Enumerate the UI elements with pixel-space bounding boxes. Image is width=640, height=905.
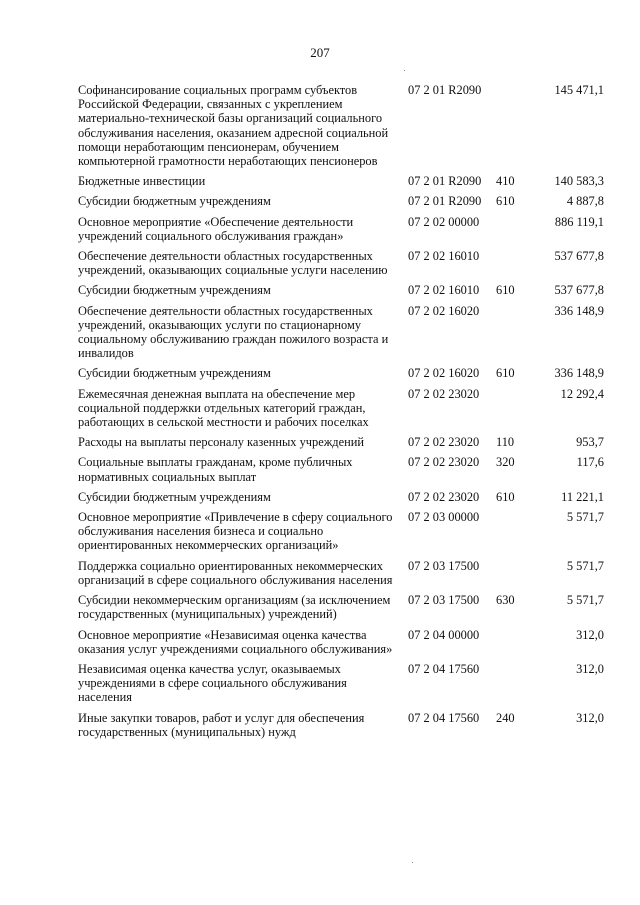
scan-speck <box>412 862 413 863</box>
table-row <box>76 490 604 504</box>
table-row <box>76 194 604 208</box>
row-amount: 5 571,7 <box>566 510 604 525</box>
row-code: 07 2 03 17500 <box>408 558 480 573</box>
row-code: 07 2 02 16020 <box>408 303 480 318</box>
row-code: 07 2 02 00000 <box>408 214 480 229</box>
row-code: 07 2 02 23020 <box>408 386 480 401</box>
row-amount: 117,6 <box>576 455 604 470</box>
row-amount: 537 677,8 <box>554 249 604 264</box>
row-type: 610 <box>496 283 515 298</box>
table-row <box>76 662 604 705</box>
row-type: 610 <box>496 489 515 504</box>
budget-table <box>76 83 604 745</box>
table-row <box>76 455 604 483</box>
row-amount: 5 571,7 <box>566 593 604 608</box>
row-code: 07 2 02 23020 <box>408 489 480 504</box>
page-number: 207 <box>310 45 330 60</box>
row-amount: 312,0 <box>576 710 604 725</box>
row-amount: 4 887,8 <box>566 194 604 209</box>
row-code: 07 2 01 R2090 <box>408 174 482 189</box>
row-type: 610 <box>496 194 515 209</box>
row-type: 320 <box>496 455 515 470</box>
row-code: 07 2 04 17560 <box>408 710 480 725</box>
row-code: 07 2 04 00000 <box>408 627 480 642</box>
row-amount: 312,0 <box>576 661 604 676</box>
row-type: 630 <box>496 593 515 608</box>
row-amount: 312,0 <box>576 627 604 642</box>
row-name: Социальные выплаты гражданам, кроме публичных нормативных социальных выплат <box>78 455 353 484</box>
row-name: Поддержка социально ориентированных некоммерческих организаций в сфере социального обслуживания населения <box>78 558 393 587</box>
row-code: 07 2 04 17560 <box>408 661 480 676</box>
row-name: Ежемесячная денежная выплата на обеспечение мер социальной поддержки отдельных категорий граждан, работающих в сельской местности и рабочих поселках <box>78 386 369 430</box>
table-row <box>76 510 604 553</box>
row-code: 07 2 02 23020 <box>408 455 480 470</box>
table-row <box>76 304 604 361</box>
row-amount: 11 221,1 <box>561 489 604 504</box>
row-type: 240 <box>496 710 515 725</box>
row-code: 07 2 02 23020 <box>408 435 480 450</box>
row-amount: 336 148,9 <box>554 366 604 381</box>
table-row <box>76 387 604 430</box>
row-amount: 145 471,1 <box>554 83 604 97</box>
row-name: Софинансирование социальных программ субъектов Российской Федерации, связанных с укреплением материально-технической базы организаций социального обслуживания населения, оказанием адресной социальной помощи неработающим пенсионерам, обучением компьютерной грамотности неработающих пенсионеров <box>78 83 389 169</box>
scan-speck <box>404 70 405 71</box>
row-code: 07 2 02 16020 <box>408 366 480 381</box>
row-amount: 5 571,7 <box>566 558 604 573</box>
row-name: Обеспечение деятельности областных государственных учреждений, оказывающих социальные услуги населению <box>78 249 388 278</box>
row-name: Обеспечение деятельности областных государственных учреждений, оказывающих услуги по стационарному социальному обслуживанию граждан пожилого возраста и инвалидов <box>78 303 389 361</box>
table-row <box>76 283 604 297</box>
row-name: Основное мероприятие «Привлечение в сферу социального обслуживания населения бизнеса и социально ориентированных некоммерческих организаций» <box>78 510 393 553</box>
table-row <box>76 559 604 587</box>
row-type: 410 <box>496 174 515 189</box>
row-name: Основное мероприятие «Обеспечение деятельности учреждений социального обслуживания граждан» <box>78 214 354 243</box>
row-amount: 953,7 <box>576 435 604 450</box>
row-code: 07 2 03 17500 <box>408 593 480 608</box>
table-row <box>76 593 604 621</box>
row-code: 07 2 01 R2090 <box>408 194 482 209</box>
row-amount: 140 583,3 <box>554 174 604 189</box>
row-name: Бюджетные инвестиции <box>78 174 206 189</box>
table-row <box>76 174 604 188</box>
row-amount: 886 119,1 <box>554 214 604 229</box>
row-code: 07 2 03 00000 <box>408 510 480 525</box>
row-name: Субсидии бюджетным учреждениям <box>78 489 271 504</box>
row-name: Субсидии бюджетным учреждениям <box>78 194 271 209</box>
table-row <box>76 366 604 380</box>
table-row <box>76 435 604 449</box>
row-name: Основное мероприятие «Независимая оценка качества оказания услуг учреждениями социального обслуживания» <box>78 627 393 656</box>
table-row <box>76 249 604 277</box>
table-row <box>76 83 604 168</box>
row-name: Расходы на выплаты персоналу казенных учреждений <box>78 435 364 450</box>
row-code: 07 2 02 16010 <box>408 249 480 264</box>
row-code: 07 2 02 16010 <box>408 283 480 298</box>
row-amount: 12 292,4 <box>560 386 604 401</box>
row-code: 07 2 01 R2090 <box>408 83 482 97</box>
table-row <box>76 215 604 243</box>
row-name: Иные закупки товаров, работ и услуг для обеспечения государственных (муниципальных) нужд <box>78 710 365 739</box>
row-name: Субсидии некоммерческим организациям (за исключением государственных (муниципальных) учреждений) <box>78 593 391 622</box>
row-name: Субсидии бюджетным учреждениям <box>78 283 271 298</box>
row-type: 610 <box>496 366 515 381</box>
row-type: 110 <box>496 435 515 450</box>
row-name: Независимая оценка качества услуг, оказываемых учреждениями в сфере социального обслуживания населения <box>78 661 347 705</box>
table-row <box>76 628 604 656</box>
table-row <box>76 711 604 739</box>
row-amount: 336 148,9 <box>554 303 604 318</box>
row-name: Субсидии бюджетным учреждениям <box>78 366 271 381</box>
row-amount: 537 677,8 <box>554 283 604 298</box>
